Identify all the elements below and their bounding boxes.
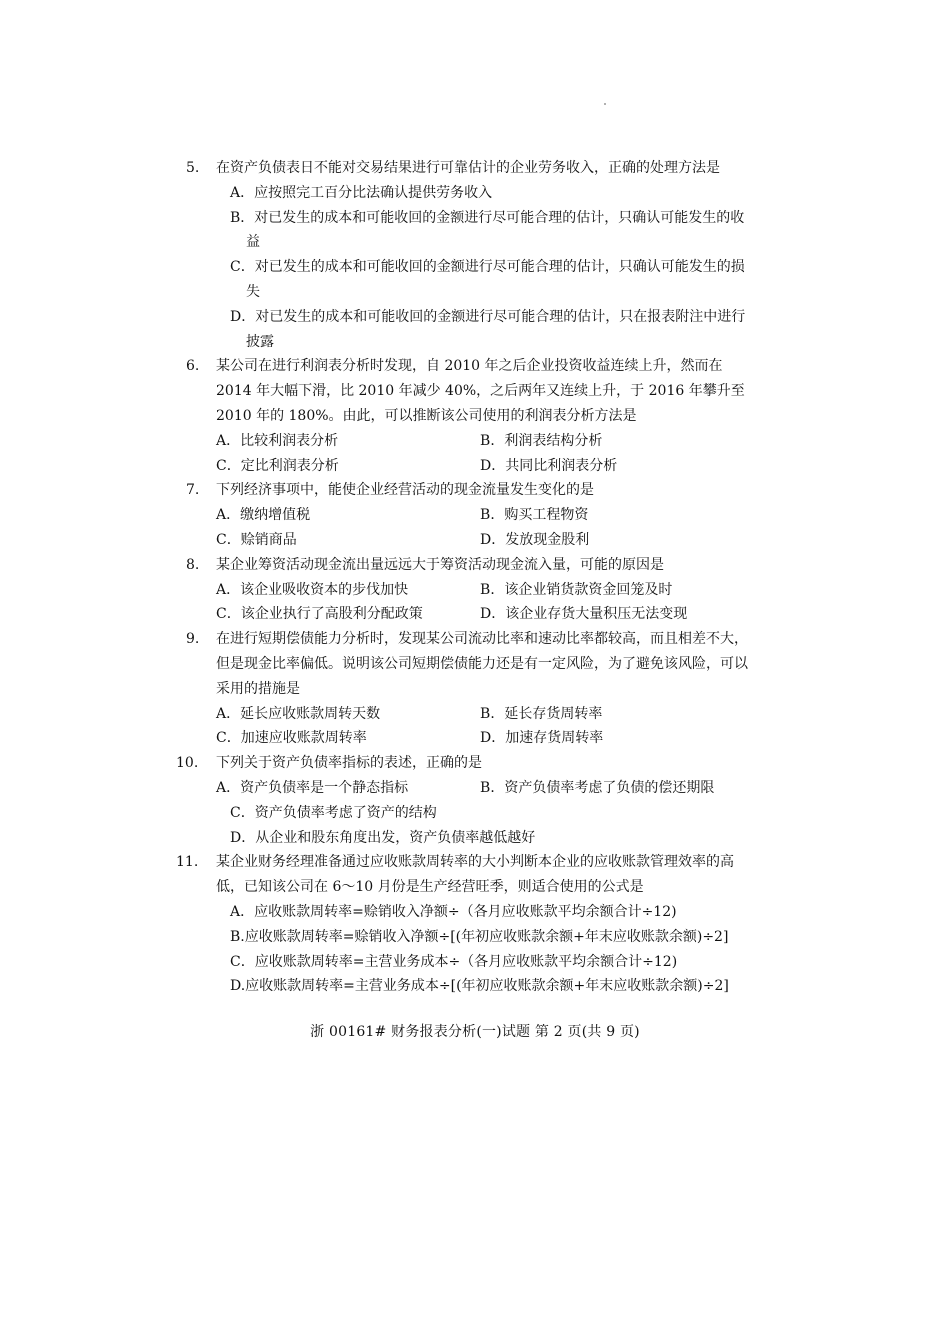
question-stem: 下列经济事项中，能使企业经营活动的现金流量发生变化的是 (216, 482, 594, 499)
question-number: 10. (176, 755, 199, 772)
option-b: B．购买工程物资 (480, 507, 589, 524)
option-b: B.应收账款周转率=赊销收入净额÷[(年初应收账款余额+年末应收账款余额)÷2] (230, 928, 729, 945)
question-stem: 下列关于资产负债率指标的表述，正确的是 (216, 755, 482, 772)
option-d: D．加速存货周转率 (480, 730, 604, 747)
option-d: D．共同比利润表分析 (480, 457, 618, 474)
option-c: C．加速应收账款周转率 (216, 730, 367, 747)
option-c: C．赊销商品 (216, 531, 297, 548)
question-5 (186, 156, 750, 354)
question-stem: 在资产负债表日不能对交易结果进行可靠估计的企业劳务收入，正确的处理方法是 (216, 160, 720, 176)
option-d: D．发放现金股利 (480, 531, 590, 548)
option-row (216, 776, 750, 801)
question-number: 9. (186, 631, 200, 648)
option-a: A．应收账款周转率=赊销收入净额÷（各月应收账款平均余额合计÷12) (230, 903, 677, 920)
option-d: D．从企业和股东角度出发，资产负债率越低越好 (230, 829, 536, 846)
option-d: D．对已发生的成本和可能收回的金额进行尽可能合理的估计，只在报表附注中进行披露 (230, 308, 746, 350)
option-a: A．应按照完工百分比法确认提供劳务收入 (230, 184, 493, 201)
option-a: A．该企业吸收资本的步伐加快 (216, 581, 409, 598)
option-c: C．资产负债率考虑了资产的结构 (230, 804, 437, 821)
question-number: 8. (186, 556, 200, 573)
question-7 (186, 478, 750, 552)
exam-page (176, 156, 750, 999)
question-8 (186, 553, 750, 627)
scan-speck (604, 103, 606, 105)
question-number: 11. (176, 854, 199, 871)
question-number: 5. (186, 160, 200, 176)
option-row (216, 503, 750, 528)
page-footer: 浙 00161# 财务报表分析(一)试题 第 2 页(共 9 页) (310, 1024, 640, 1040)
option-a: A．延长应收账款周转天数 (216, 705, 381, 722)
question-stem: 某公司在进行利润表分析时发现，自 2010 年之后企业投资收益连续上升，然而在 2014 年大幅下滑，比 2010 年减少 40%，之后两年又连续上升，于 2016 年攀升至 2010 年的 180%。由此，可以推断该公司使用的利润表分析方法是 (216, 358, 745, 424)
option-c: C．对已发生的成本和可能收回的金额进行尽可能合理的估计，只确认可能发生的损失 (230, 259, 745, 300)
question-10 (176, 751, 750, 850)
option-row (216, 726, 750, 751)
option-c: C．定比利润表分析 (216, 457, 339, 474)
option-c: C．应收账款周转率=主营业务成本÷（各月应收账款平均余额合计÷12) (230, 953, 678, 970)
question-6 (186, 354, 750, 478)
option-b: B．延长存货周转率 (480, 705, 603, 722)
option-a: A．缴纳增值税 (216, 507, 311, 524)
question-stem: 某企业财务经理准备通过应收账款周转率的大小判断本企业的应收账款管理效率的高低，已知该公司在 6～10 月份是生产经营旺季，则适合使用的公式是 (216, 854, 734, 896)
option-b: B．资产负债率考虑了负债的偿还期限 (480, 779, 715, 796)
question-stem: 某企业筹资活动现金流出量远远大于筹资活动现金流入量，可能的原因是 (216, 556, 664, 573)
option-row (216, 454, 750, 479)
option-row (216, 528, 750, 553)
question-11 (176, 850, 750, 999)
option-c: C．该企业执行了高股利分配政策 (216, 606, 423, 623)
option-d: D．该企业存货大量积压无法变现 (480, 606, 688, 623)
option-a: A．资产负债率是一个静态指标 (216, 779, 409, 796)
option-a: A．比较利润表分析 (216, 432, 339, 449)
option-b: B．该企业销货款资金回笼及时 (480, 581, 673, 598)
option-d: D.应收账款周转率=主营业务成本÷[(年初应收账款余额+年末应收账款余额)÷2] (230, 978, 729, 995)
option-row (216, 602, 750, 627)
question-9 (186, 627, 750, 751)
question-number: 7. (186, 482, 200, 499)
question-number: 6. (186, 358, 200, 375)
option-row (216, 578, 750, 603)
option-row (216, 429, 750, 454)
option-b: B．利润表结构分析 (480, 432, 603, 449)
option-b: B．对已发生的成本和可能收回的金额进行尽可能合理的估计，只确认可能发生的收益 (230, 209, 745, 251)
question-stem: 在进行短期偿债能力分析时，发现某公司流动比率和速动比率都较高，而且相差不大，但是现金比率偏低。说明该公司短期偿债能力还是有一定风险，为了避免该风险，可以采用的措施是 (216, 631, 748, 697)
option-row (216, 702, 750, 727)
